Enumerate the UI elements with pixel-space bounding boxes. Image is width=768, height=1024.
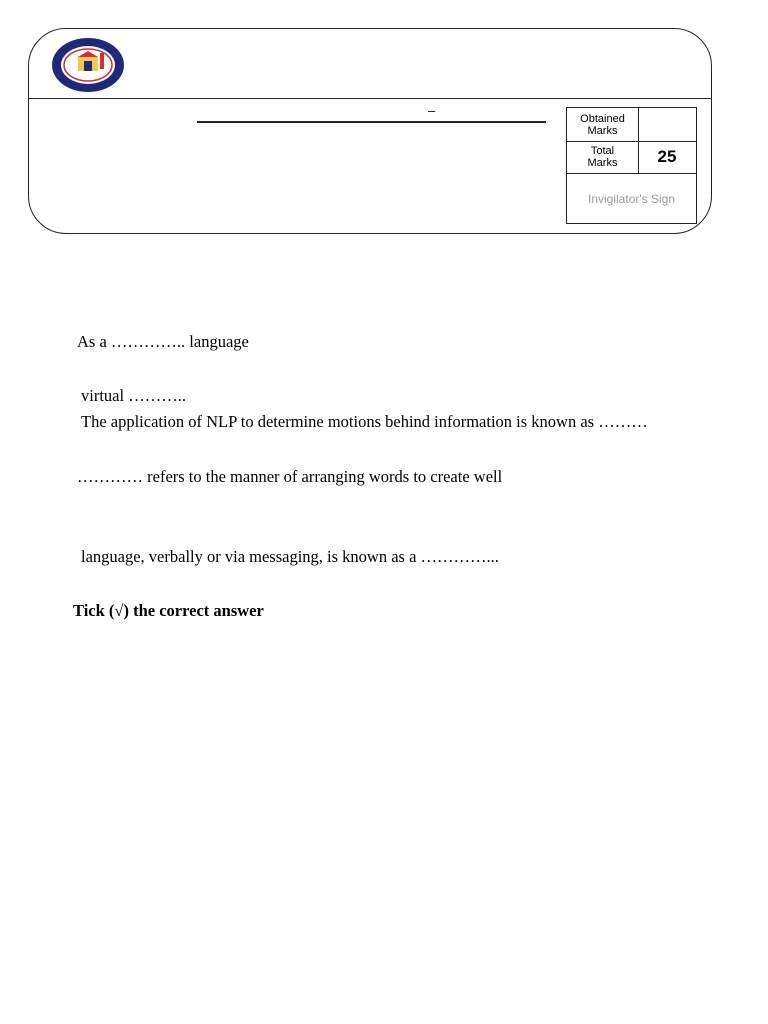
obtained-marks-row: [567, 108, 696, 142]
marks-table: [566, 107, 697, 224]
exam-header-box: [28, 28, 712, 234]
header-dash: –: [428, 103, 436, 118]
invigilator-sign-row: [567, 173, 696, 224]
question-line-1: As a ………….. language: [77, 332, 249, 351]
obtained-marks-value: [638, 108, 696, 141]
total-marks-value: 25: [657, 147, 677, 166]
school-logo: [49, 35, 127, 93]
question-line-3: The application of NLP to determine motions behind information is known as ………: [81, 412, 648, 431]
total-marks-row: [567, 141, 696, 174]
invigilator-sign-label: Invigilator's Sign: [588, 191, 675, 206]
header-divider: [29, 98, 711, 99]
student-name-line: [197, 121, 546, 123]
obtained-marks-label: Obtained Marks: [567, 108, 639, 141]
question-line-2: virtual ………..: [81, 386, 186, 405]
question-line-5: language, verbally or via messaging, is known as a …………...: [81, 547, 499, 566]
total-marks-label: Total Marks: [567, 141, 639, 173]
question-line-4: ………… refers to the manner of arranging words to create well: [77, 467, 503, 486]
section-heading-tick: Tick (√) the correct answer: [73, 601, 264, 620]
